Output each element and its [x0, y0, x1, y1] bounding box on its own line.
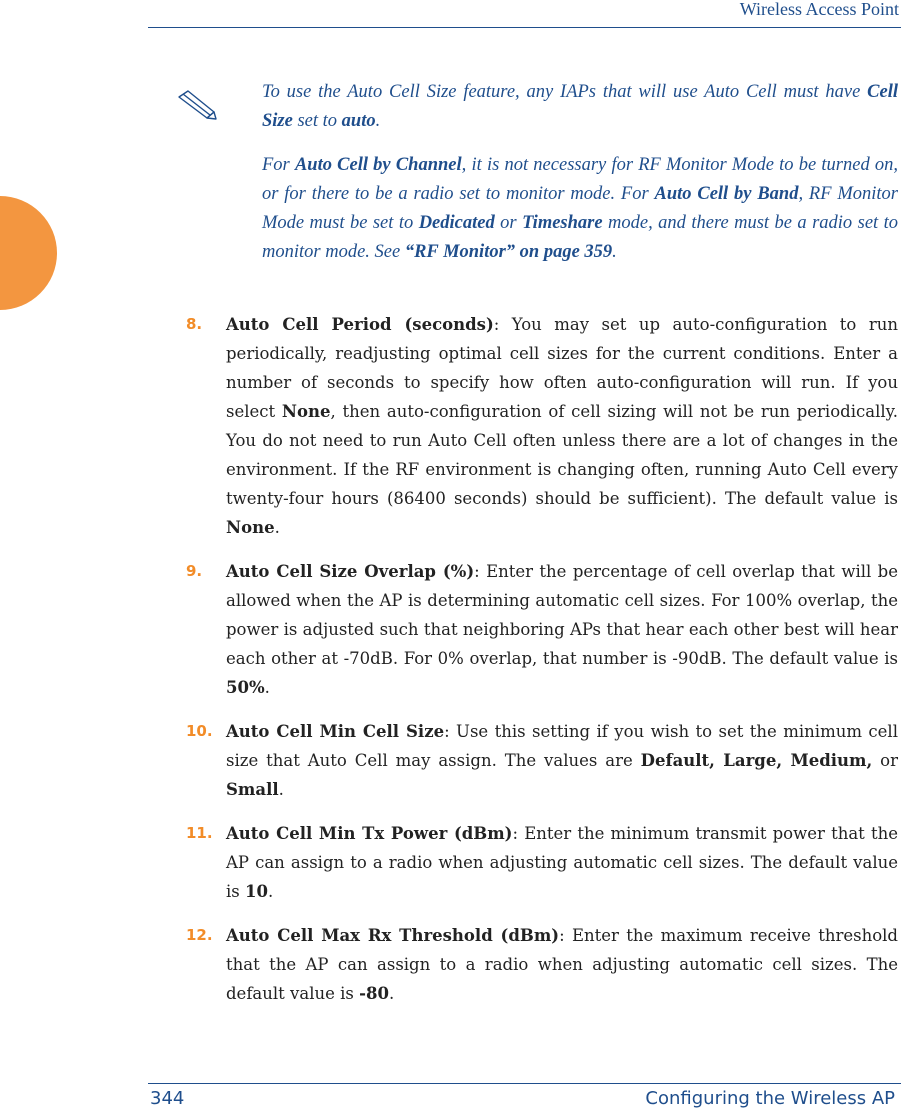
step-text: Auto Cell Period (seconds): You may set up auto-configuration to run periodically, readjusting optimal cell sizes for the current conditions. Enter a number of seconds to specify how often auto-configuration will run. If you select None, then auto-configuration of cell sizing will not be run periodically. You do not need to run Auto Cell often unless there are a lot of changes in the environment. If the RF environment is changing often, running Auto Cell every twenty-four hours (86400 seconds) should be sufficient). The default value is None.: [226, 315, 898, 537]
step-number: 9.: [186, 562, 203, 580]
note-dedicated: Dedicated: [418, 213, 495, 233]
step-number: 8.: [186, 315, 203, 333]
step-8: [186, 310, 898, 542]
header-rule: [148, 27, 901, 28]
note-paragraph-1: To use the Auto Cell Size feature, any IAPs that will use Auto Cell must have Cell Size set to auto.: [262, 82, 898, 131]
step-number: 10.: [186, 722, 213, 740]
step-title: Auto Cell Min Tx Power (dBm): [226, 824, 513, 843]
pencil-note-icon: [176, 88, 218, 122]
note-paragraph-2: For Auto Cell by Channel, it is not necessary for RF Monitor Mode to be turned on, or for there to be a radio set to monitor mode. For Auto Cell by Band, RF Monitor Mode must be set to Dedicated or Timeshare mode, and there must be a radio set to monitor mode. See “RF Monitor” on page 359.: [262, 155, 899, 262]
step-9: [186, 557, 898, 702]
step-number: 11.: [186, 824, 213, 842]
step-title: Auto Cell Period (seconds): [226, 315, 494, 334]
step-title: Auto Cell Size Overlap (%): [226, 562, 475, 581]
step-text: Auto Cell Min Tx Power (dBm): Enter the minimum transmit power that the AP can assign to a radio when adjusting automatic cell sizes. The default value is 10.: [226, 824, 898, 901]
note-auto-cell-by-channel: Auto Cell by Channel: [294, 155, 462, 175]
footer-page-number: 344: [150, 1088, 185, 1109]
note-auto: auto: [341, 111, 376, 131]
chapter-tab-marker: [0, 196, 57, 310]
rf-monitor-link[interactable]: “RF Monitor” on page 359: [404, 242, 613, 262]
note-block: [262, 78, 898, 282]
footer-section-title: Configuring the Wireless AP: [645, 1088, 895, 1109]
step-title: Auto Cell Min Cell Size: [226, 722, 445, 741]
step-number: 12.: [186, 926, 213, 944]
footer-rule: [148, 1083, 901, 1084]
step-title: Auto Cell Max Rx Threshold (dBm): [226, 926, 560, 945]
step-10: [186, 717, 898, 804]
step-text: Auto Cell Size Overlap (%): Enter the percentage of cell overlap that will be allowed when the AP is determining automatic cell sizes. For 100% overlap, the power is adjusted such that neighboring APs that hear each other best will hear each other at -70dB. For 0% overlap, that number is -90dB. The default value is 50%.: [226, 562, 898, 697]
steps-list: [186, 310, 898, 1023]
note-timeshare: Timeshare: [522, 213, 603, 233]
step-text: Auto Cell Max Rx Threshold (dBm): Enter the maximum receive threshold that the AP can assign to a radio when adjusting automatic cell sizes. The default value is -80.: [226, 926, 898, 1003]
header-title: Wireless Access Point: [739, 0, 899, 19]
step-12: [186, 921, 898, 1008]
step-text: Auto Cell Min Cell Size: Use this setting if you wish to set the minimum cell size that Auto Cell may assign. The values are Default, Large, Medium, or Small.: [226, 722, 898, 799]
note-cell-size: Cell Size: [262, 82, 898, 131]
note-auto-cell-by-band: Auto Cell by Band: [654, 184, 799, 204]
step-11: [186, 819, 898, 906]
